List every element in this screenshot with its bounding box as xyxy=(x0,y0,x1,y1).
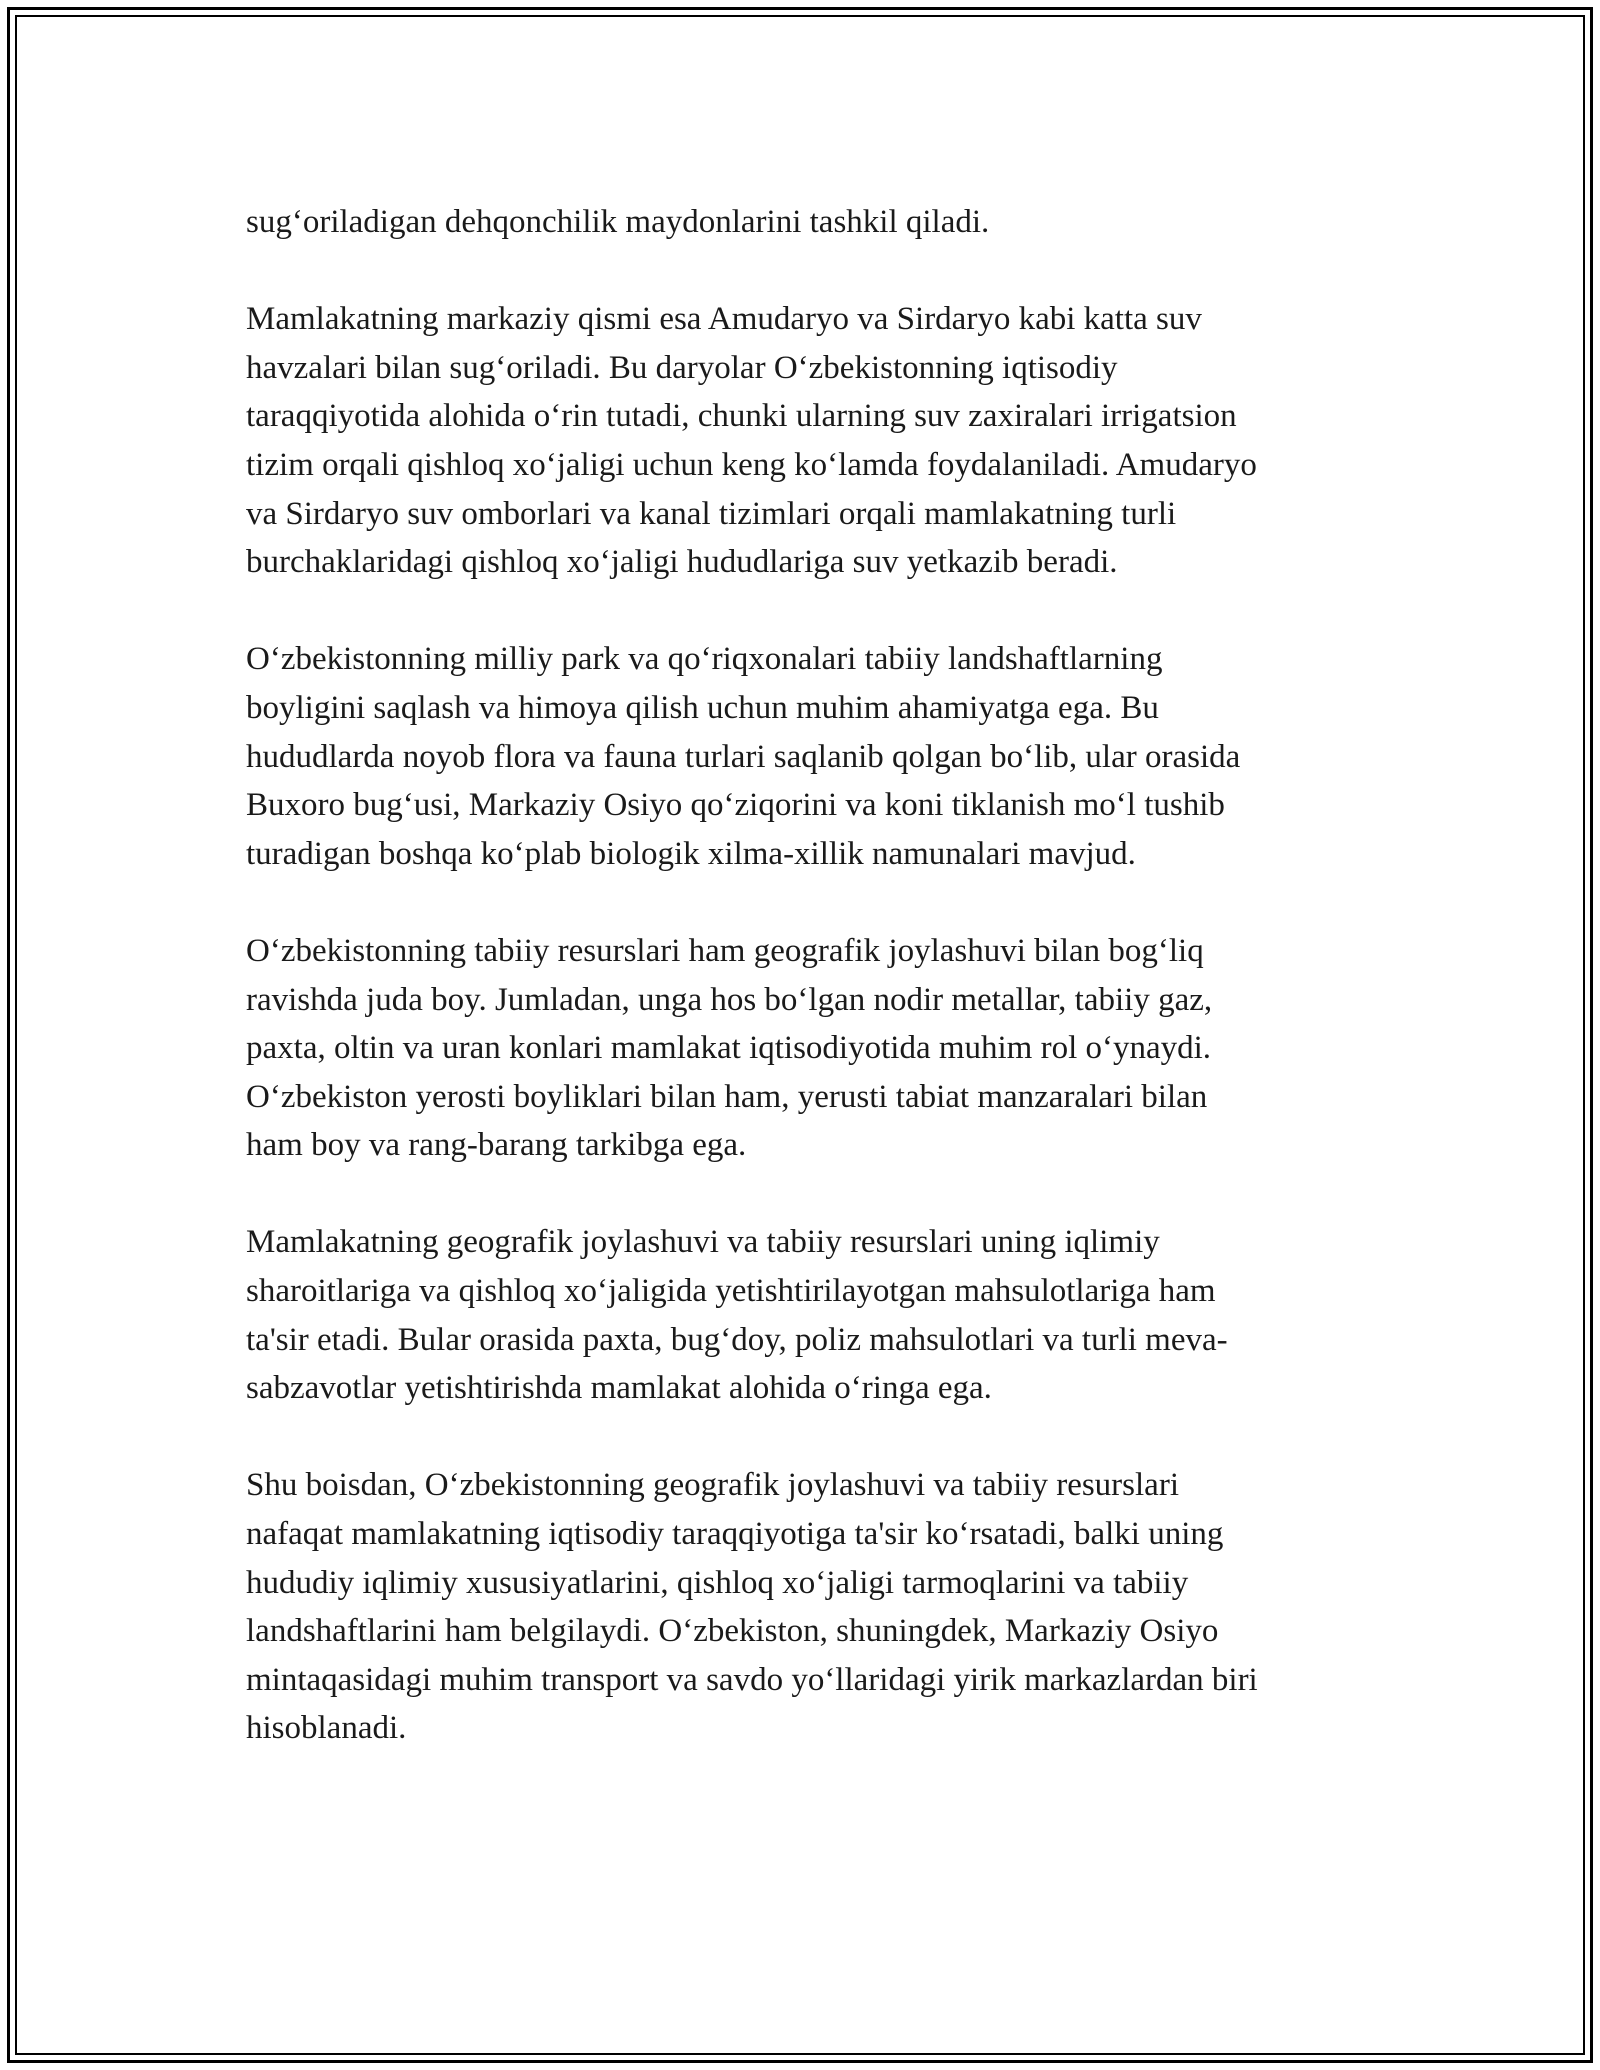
paragraph-4: O‘zbekistonning tabiiy resurslari ham geografik joylashuvi bilan bog‘liq ravishda juda boy. Jumladan, unga hos bo‘lgan nodir metallar, tabiiy gaz, paxta, oltin va uran konlari mamlakat iqtisodiyotida muhim rol o‘ynaydi. O‘zbekiston yerosti boyliklari bilan ham, yerusti tabiat manzaralari bilan ham boy va rang-barang tarkibga ega. xyxy=(246,932,1213,1164)
paragraph-2: Mamlakatning markaziy qismi esa Amudaryo va Sirdaryo kabi katta suv havzalari bilan sug‘oriladi. Bu daryolar O‘zbekistonning iqtisodiy taraqqiyotida alohida o‘rin tutadi, chunki ularning suv zaxiralari irrigatsion tizim orqali qishloq xo‘jaligi uchun keng ko‘lamda foydalaniladi. Amudaryo va Sirdaryo suv omborlari va kanal tizimlari orqali mamlakatning turli burchaklaridagi qishloq xo‘jaligi hududlariga suv yetkazib beradi. xyxy=(246,301,1257,581)
paragraph-1: sug‘oriladigan dehqonchilik maydonlarini tashkil qiladi. xyxy=(246,204,990,240)
paragraph-3: O‘zbekistonning milliy park va qo‘riqxonalari tabiiy landshaftlarning boyligini saqlash va himoya qilish uchun muhim ahamiyatga ega. Bu hududlarda noyob flora va fauna turlari saqlanib qolgan bo‘lib, ular orasida Buxoro bug‘usi, Markaziy Osiyo qo‘ziqorini va koni tiklanish mo‘l tushib turadigan boshqa ko‘plab biologik xilma-xillik namunalari mavjud. xyxy=(246,641,1241,872)
document-body xyxy=(246,198,1380,1802)
page-frame xyxy=(7,7,1593,2063)
paragraph-6: Shu boisdan, O‘zbekistonning geografik joylashuvi va tabiiy resurslari nafaqat mamlakatning iqtisodiy taraqqiyotiga ta'sir ko‘rsatadi, balki uning hududiy iqlimiy xususiyatlarini, qishloq xo‘jaligi tarmoqlarini va tabiiy landshaftlarini ham belgilaydi. O‘zbekiston, shuningdek, Markaziy Osiyo mintaqasidagi muhim transport va savdo yo‘llaridagi yirik markazlardan biri hisoblanadi. xyxy=(246,1467,1258,1747)
paragraph-5: Mamlakatning geografik joylashuvi va tabiiy resurslari uning iqlimiy sharoitlariga va qishloq xo‘jaligida yetishtirilayotgan mahsulotlariga ham ta'sir etadi. Bular orasida paxta, bug‘doy, poliz mahsulotlari va turli meva- sabzavotlar yetishtirishda mamlakat alohida o‘ringa ega. xyxy=(246,1224,1228,1407)
